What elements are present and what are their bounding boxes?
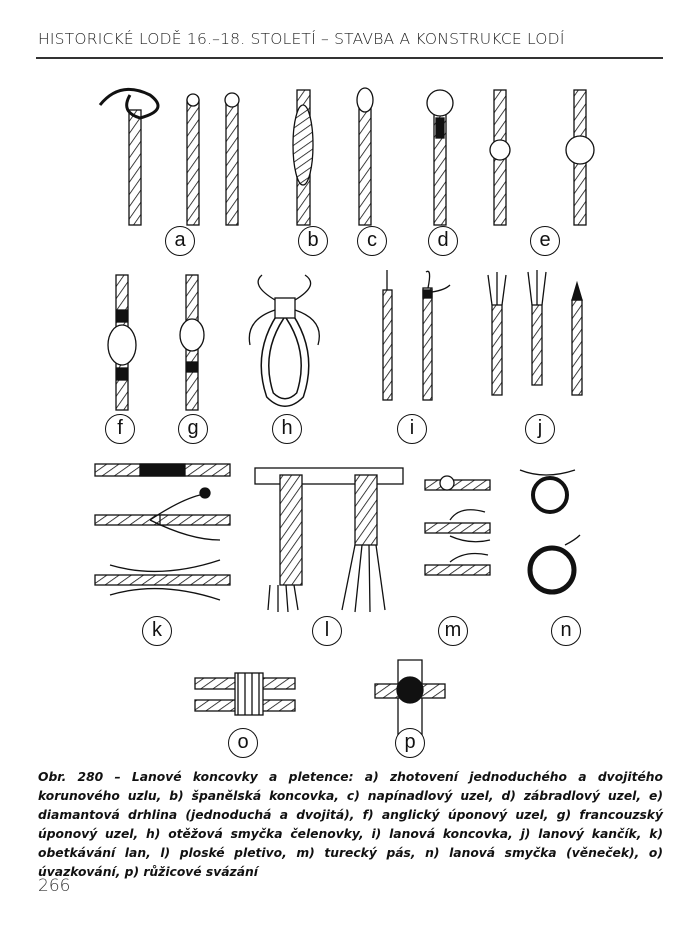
knot-d [427, 90, 453, 225]
label-i: i [397, 414, 427, 444]
knot-j [488, 270, 582, 395]
knot-f [108, 275, 136, 410]
label-j: j [525, 414, 555, 444]
label-f: f [105, 414, 135, 444]
label-n: n [551, 616, 581, 646]
knot-a [100, 89, 239, 225]
running-header: HISTORICKÉ LODĚ 16.–18. STOLETÍ – STAVBA A KONSTRUKCE LODÍ [38, 30, 565, 48]
knot-g [180, 275, 204, 410]
knot-i [383, 270, 450, 400]
label-b: b [298, 226, 328, 256]
label-c: c [357, 226, 387, 256]
knot-l [255, 468, 403, 612]
knot-c [357, 88, 373, 225]
knot-h [249, 275, 319, 403]
label-g: g [178, 414, 208, 444]
knot-m [425, 476, 490, 575]
knot-p [375, 660, 445, 735]
knot-k [95, 464, 230, 600]
page-number: 266 [38, 876, 71, 896]
label-k: k [142, 616, 172, 646]
knot-e [490, 90, 594, 225]
label-a: a [165, 226, 195, 256]
label-h: h [272, 414, 302, 444]
label-l: l [312, 616, 342, 646]
knot-o [195, 673, 295, 715]
label-d: d [428, 226, 458, 256]
knot-b [293, 90, 313, 225]
label-p: p [395, 728, 425, 758]
figure-caption: Obr. 280 – Lanové koncovky a pletence: a) zhotovení jednoduchého a dvojitého korunového uzlu, b) španělská koncovka, c) napínadlový uzel, d) zábradlový uzel, e) diamantová drhlina (jednoduchá a dvojitá), f) anglický úponový uzel, g) francouzský úponový uzel, h) otěžová smyčka čelenovky, i) lanová koncovka, j) lanový kančík, k) obetkávání lan, l) ploské pletivo, m) turecký pás, n) lanová smyčka (věneček), o) úvazkování, p) růžicové svázání [38, 770, 663, 879]
label-m: m [438, 616, 468, 646]
label-e: e [530, 226, 560, 256]
label-o: o [228, 728, 258, 758]
knot-n [520, 470, 580, 592]
